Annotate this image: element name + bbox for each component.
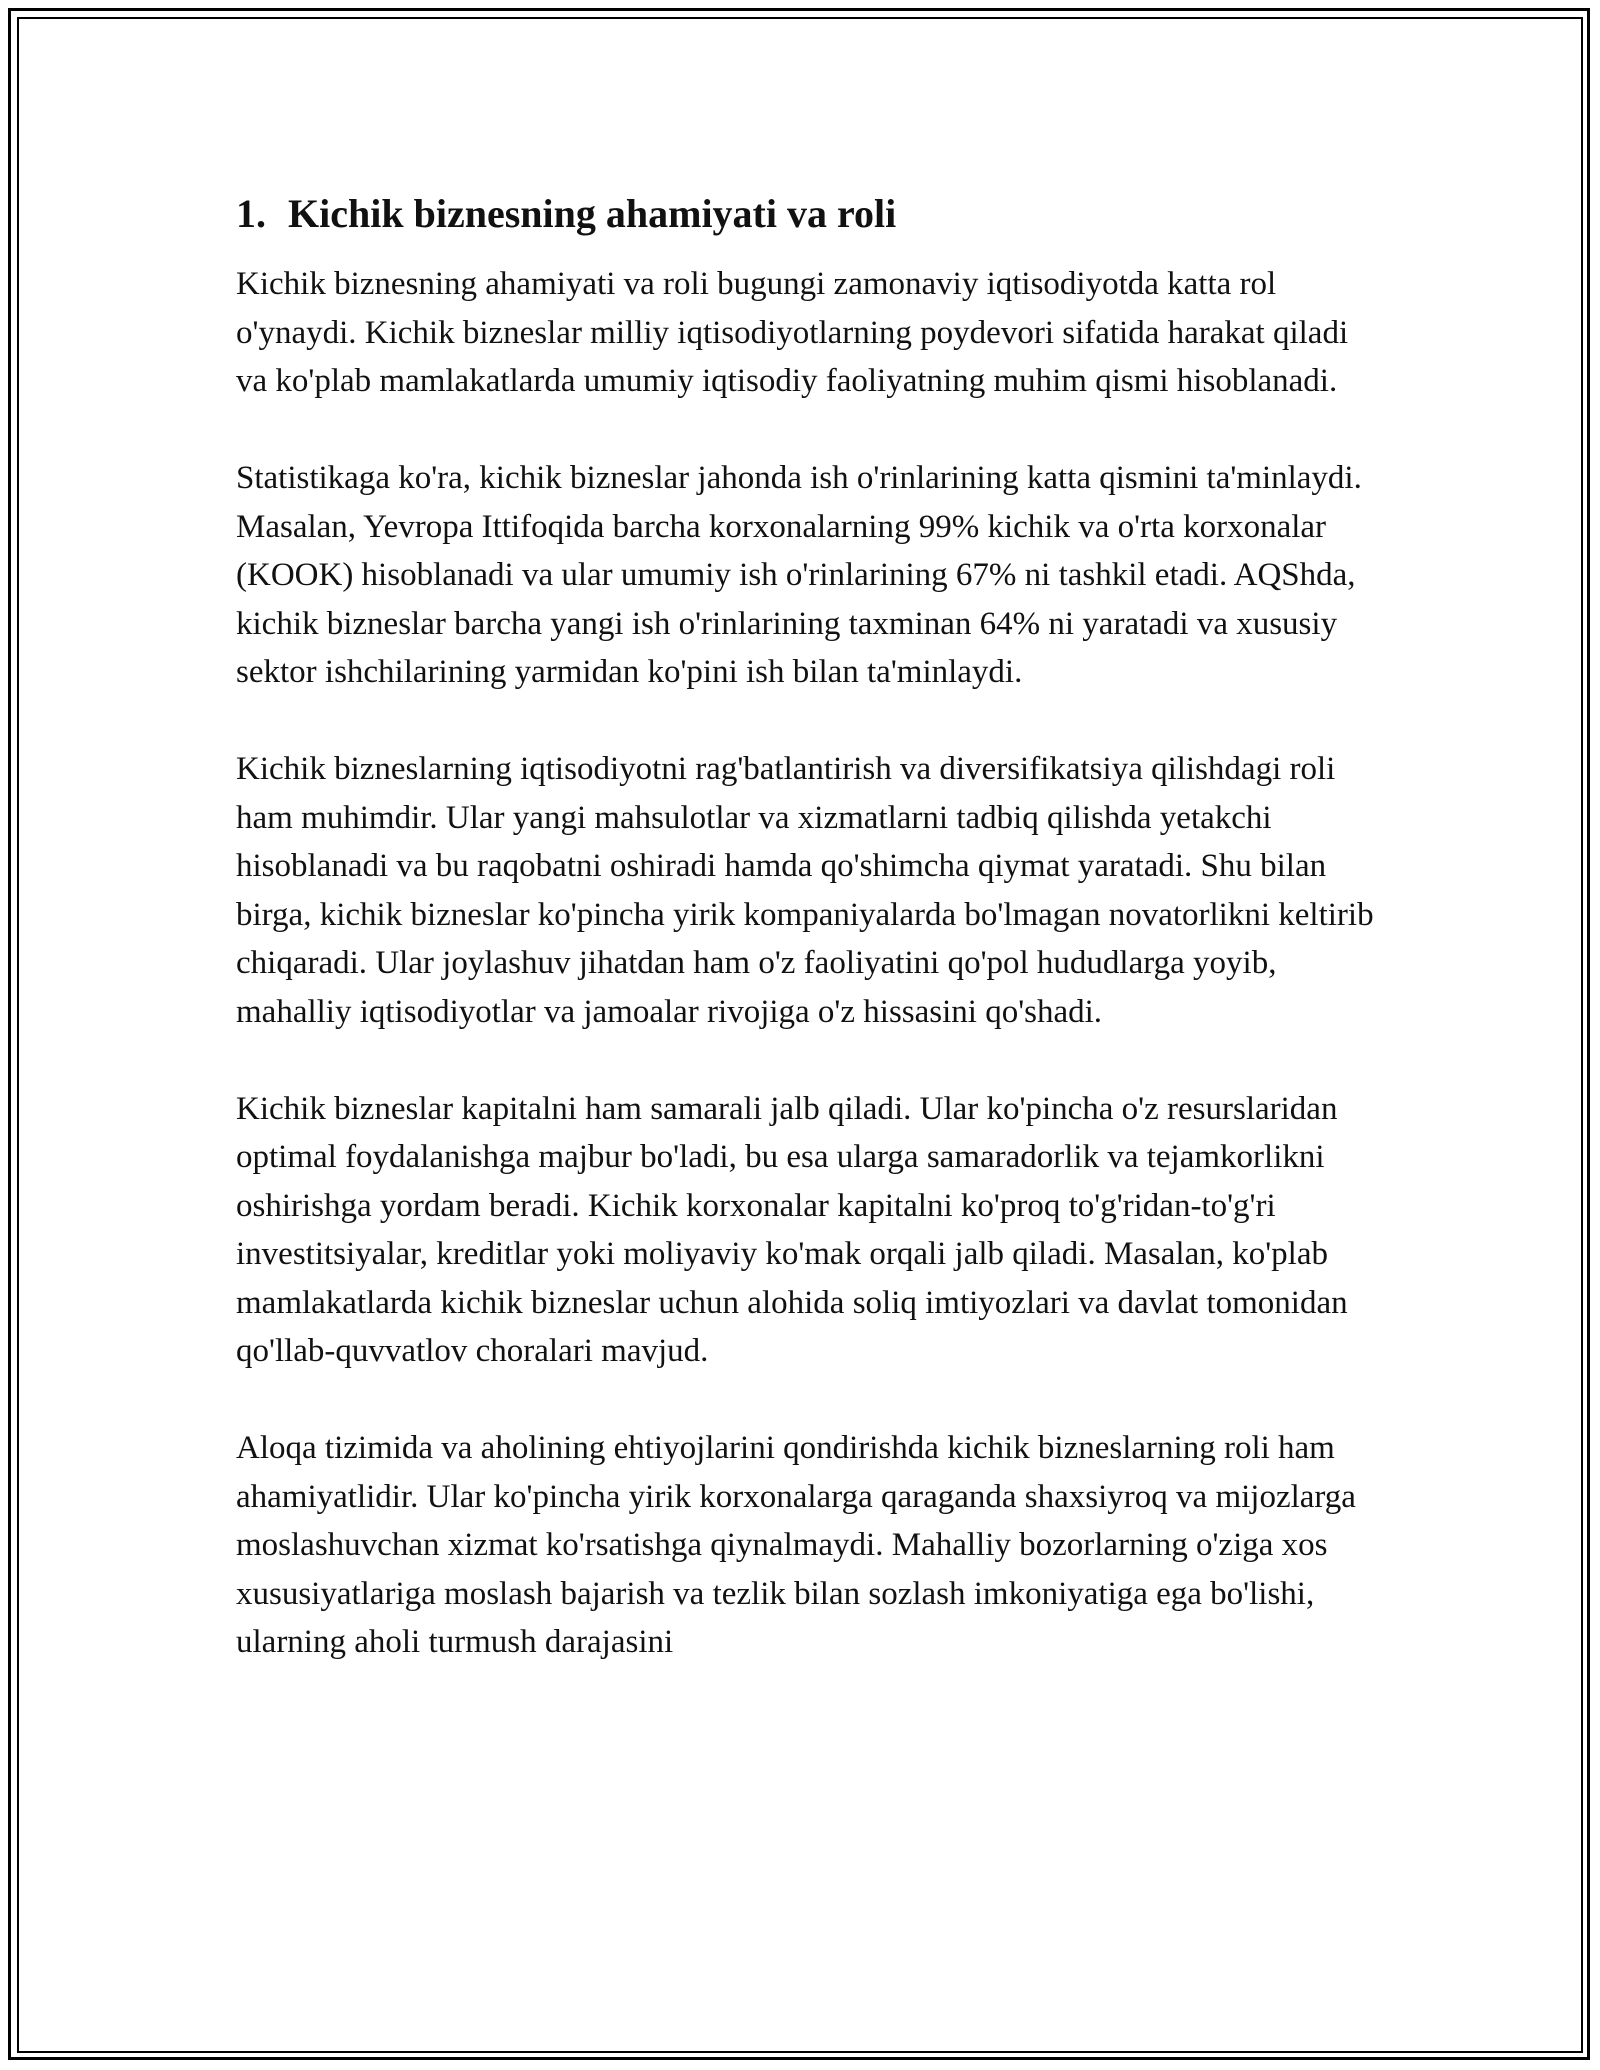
paragraph-1: Kichik biznesning ahamiyati va roli bugungi zamonaviy iqtisodiyotda katta rol o'ynaydi. Kichik bizneslar milliy iqtisodiyotlarning poydevori sifatida harakat qiladi va ko'plab mamlakatlarda umumiy iqtisodiy faoliyatning muhim qismi hisoblanadi. <box>236 266 1349 399</box>
section-number: 1. <box>236 191 266 236</box>
section-heading <box>236 186 1384 242</box>
section-title: Kichik biznesning ahamiyati va roli <box>288 191 897 236</box>
paragraph-2: Statistikaga ko'ra, kichik bizneslar jahonda ish o'rinlarining katta qismini ta'minlaydi. Masalan, Yevropa Ittifoqida barcha korxonalarning 99% kichik va o'rta korxonalar (KOOK) hisoblanadi va ular umumiy ish o'rinlarining 67% ni tashkil etadi. AQShda, kichik bizneslar barcha yangi ish o'rinlarining taxminan 64% ni yaratadi va xususiy sektor ishchilarining yarmidan ko'pini ish bilan ta'minlaydi. <box>236 460 1362 690</box>
paragraph-3: Kichik bizneslarning iqtisodiyotni rag'batlantirish va diversifikatsiya qilishdagi roli ham muhimdir. Ular yangi mahsulotlar va xizmatlarni tadbiq qilishda yetakchi hisoblanadi va bu raqobatni oshiradi hamda qo'shimcha qiymat yaratadi. Shu bilan birga, kichik bizneslar ko'pincha yirik kompaniyalarda bo'lmagan novatorlikni keltirib chiqaradi. Ular joylashuv jihatdan ham o'z faoliyatini qo'pol hududlarga yoyib, mahalliy iqtisodiyotlar va jamoalar rivojiga o'z hissasini qo'shadi. <box>236 751 1374 1030</box>
paragraph-4: Kichik bizneslar kapitalni ham samarali jalb qiladi. Ular ko'pincha o'z resurslaridan optimal foydalanishga majbur bo'ladi, bu esa ularga samaradorlik va tejamkorlikni oshirishga yordam beradi. Kichik korxonalar kapitalni ko'proq to'g'ridan-to'g'ri investitsiyalar, kreditlar yoki moliyaviy ko'mak orqali jalb qiladi. Masalan, ko'plab mamlakatlarda kichik bizneslar uchun alohida soliq imtiyozlari va davlat tomonidan qo'llab-quvvatlov choralari mavjud. <box>236 1090 1348 1369</box>
paragraph-5: Aloqa tizimida va aholining ehtiyojlarini qondirishda kichik bizneslarning roli ham ahamiyatlidir. Ular ko'pincha yirik korxonalarga qaraganda shaxsiyroq va mijozlarga moslashuvchan xizmat ko'rsatishga qiynalmaydi. Mahalliy bozorlarning o'ziga xos xususiyatlariga moslash bajarish va tezlik bilan sozlash imkoniyatiga ega bo'lishi, ularning aholi turmush darajasini <box>236 1430 1356 1660</box>
document-body <box>236 186 1384 1715</box>
